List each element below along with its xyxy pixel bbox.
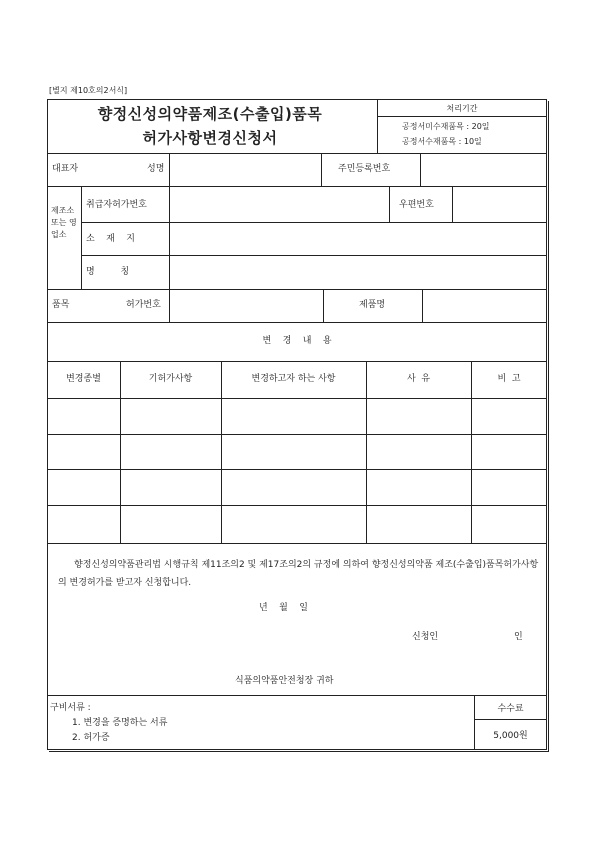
row-line-3	[81, 222, 547, 223]
form-title-line2: 허가사항변경신청서	[142, 129, 278, 147]
establishment-name-label: 명 칭	[86, 267, 130, 277]
frame-shadow-bottom	[49, 751, 549, 752]
form-outer-border	[47, 99, 547, 750]
name-label: 성명	[147, 164, 165, 174]
seal-mark: 인	[514, 632, 523, 642]
divider-id-label	[321, 153, 322, 186]
changes-col-change-type: 변경종별	[66, 374, 101, 384]
postal-code-label: 우편번호	[399, 200, 434, 210]
changes-col-previous: 기허가사항	[148, 374, 193, 384]
representative-label: 대표자	[52, 164, 79, 174]
divider-name-value	[169, 153, 170, 186]
divider-license-value	[169, 186, 170, 289]
changes-col-divider-4	[471, 361, 472, 543]
changes-col-remarks: 비 고	[497, 374, 521, 384]
row-line-10	[47, 469, 547, 470]
divider-postal-label	[389, 186, 390, 222]
processing-header-divider	[377, 116, 547, 117]
applicant-signature-label: 신청인	[412, 632, 439, 642]
row-line-1	[47, 153, 547, 154]
row-line-2	[47, 186, 547, 187]
handler-license-label: 취급자허가번호	[86, 200, 147, 210]
form-reference: [별지 제10호의2서식]	[49, 86, 128, 95]
fee-label: 수수료	[497, 704, 524, 714]
row-line-4	[81, 255, 547, 256]
resident-id-label: 주민등록번호	[338, 164, 391, 174]
address-label: 소 재 지	[86, 234, 135, 244]
fee-box-left	[474, 695, 475, 750]
row-line-8	[47, 398, 547, 399]
changes-col-divider-3	[366, 361, 367, 543]
divider-id-value	[420, 153, 421, 186]
changes-col-divider-1	[120, 361, 121, 543]
establishment-label: 제조소 또는 영업소	[51, 206, 77, 239]
divider-product-name-label	[323, 289, 324, 322]
row-line-13	[47, 695, 547, 696]
changes-col-divider-2	[221, 361, 222, 543]
processing-period-line2: 공정서수재품목 : 10일	[402, 137, 482, 146]
row-line-6	[47, 322, 547, 323]
fee-amount: 5,000원	[493, 731, 528, 741]
changes-col-reason: 사 유	[406, 374, 431, 384]
processing-period-header: 처리기간	[446, 104, 478, 113]
required-documents-header: 구비서류 :	[50, 703, 91, 713]
row-line-5	[47, 289, 547, 290]
changes-section-header: 변 경 내 용	[262, 336, 332, 346]
divider-postal-value	[452, 186, 453, 222]
product-license-label: 허가번호	[126, 300, 161, 310]
required-document-1: 1. 변경을 증명하는 서류	[72, 718, 168, 728]
recipient: 식품의약품안전청장 귀하	[235, 676, 334, 686]
divider-product-license-value	[169, 289, 170, 322]
divider-product-name-value	[422, 289, 423, 322]
product-label: 품목	[52, 300, 70, 310]
establishment-label-divider	[81, 186, 82, 289]
required-document-2: 2. 허가증	[72, 733, 110, 743]
changes-col-requested: 변경하고자 하는 사항	[251, 374, 336, 384]
row-line-11	[47, 505, 547, 506]
declaration-text: 향정신성의약품관리법 시행규칙 제11조의2 및 제17조의2의 규정에 의하여 향정신성의약품 제조(수출입)품목허가사항의 변경허가를 받고자 신청합니다.	[58, 560, 539, 588]
form-title-line1: 향정신성의약품제조(수출입)품목	[97, 105, 323, 123]
row-line-12	[47, 543, 547, 544]
row-line-9	[47, 434, 547, 435]
product-name-label: 제품명	[359, 300, 386, 310]
row-line-7	[47, 361, 547, 362]
date-line: 년 월 일	[259, 603, 308, 613]
frame-shadow-right	[548, 101, 549, 752]
processing-period-line1: 공정서미수재품목 : 20일	[402, 122, 490, 131]
fee-box-divider	[474, 719, 547, 720]
